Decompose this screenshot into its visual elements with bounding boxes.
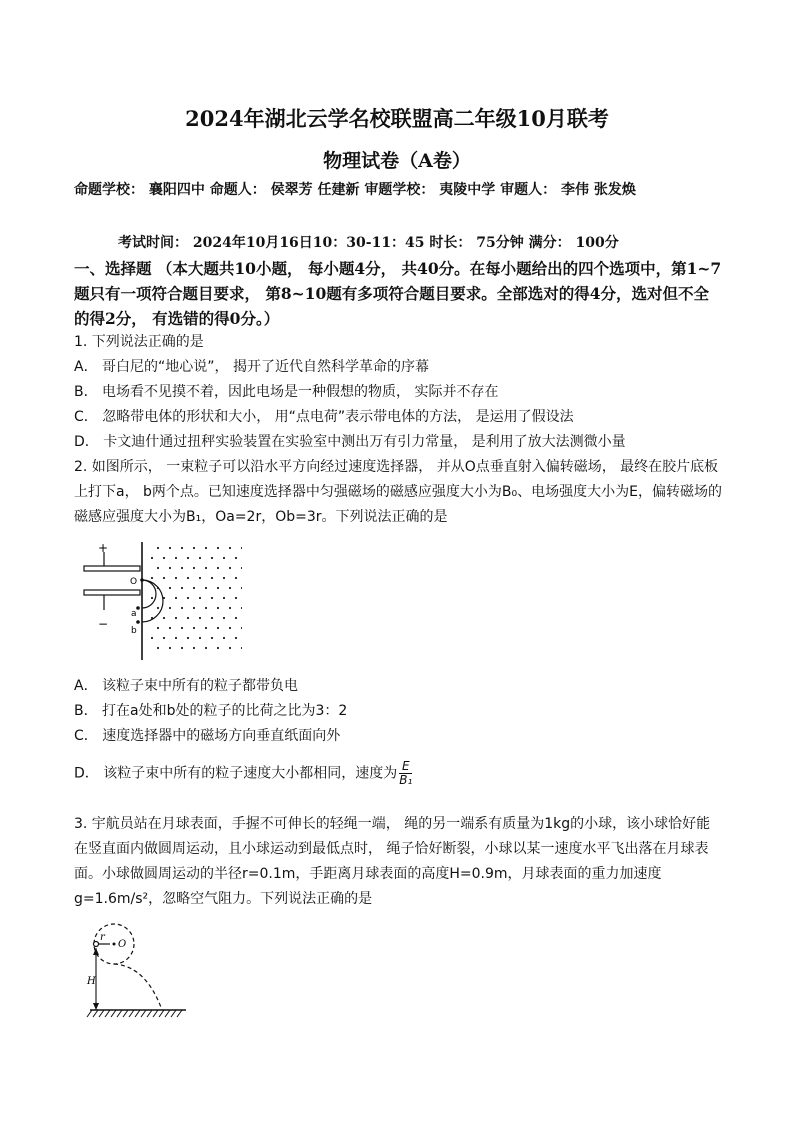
field-dot [151, 577, 153, 579]
field-dot [181, 627, 183, 629]
hatch-line [129, 1010, 134, 1017]
field-dot [169, 607, 171, 609]
field-dot [157, 607, 159, 609]
field-dot [187, 637, 189, 639]
field-dot [175, 597, 177, 599]
q2-option-a: A． 该粒子束中所有的粒子都带负电 [74, 678, 299, 694]
field-dot [151, 637, 153, 639]
q2-option-d [74, 760, 724, 787]
exam-title: 2024年湖北云学名校联盟高二年级10月联考 [185, 106, 609, 131]
point-a [136, 606, 140, 610]
lower-plate [84, 590, 140, 595]
hatch-line [141, 1010, 146, 1017]
field-dot [187, 617, 189, 619]
q3-stem-text: 3. 宇航员站在月球表面，手握不可伸长的轻绳一端， 绳的另一端系有质量为1kg的小球，该小球恰好能在竖直面内做圆周运动，且小球运动到最低点时， 绳子恰好断裂，小球以某一速度水平飞出落在月球表面。小球做圆周运动的半径r=0.1m，手距离月球表面的高度H=0.9m，月球表面的重力加速度g=1.6m/s²，忽略空气阻力。下列说法正确的是 [74, 816, 711, 907]
fraction-numerator: E [399, 760, 412, 774]
hatch-line [153, 1010, 158, 1017]
field-dot [223, 577, 225, 579]
question-3-stem [74, 812, 724, 912]
field-dot [211, 597, 213, 599]
q1-option-d: D． 卡文迪什通过扭秤实验装置在实验室中测出万有引力常量， 是利用了放大法测微小量 [74, 434, 626, 450]
field-dot [211, 557, 213, 559]
hatch-line [171, 1010, 176, 1017]
q2-option-b: B． 打在a处和b处的粒子的比荷之比为3：2 [74, 703, 348, 719]
field-dot [205, 607, 207, 609]
field-dot [163, 557, 165, 559]
field-dot [181, 547, 183, 549]
field-dot [157, 627, 159, 629]
q2-option-c: C． 速度选择器中的磁场方向垂直纸面向外 [74, 728, 341, 744]
field-dot [193, 587, 195, 589]
field-dot [157, 567, 159, 569]
field-dot [163, 577, 165, 579]
field-dot [205, 647, 207, 649]
field-dot [175, 577, 177, 579]
field-dot [205, 567, 207, 569]
plus-label: + [98, 541, 109, 555]
field-dot [175, 557, 177, 559]
magnetic-field-dots [151, 547, 242, 649]
field-dot [241, 627, 242, 629]
field-dot [217, 607, 219, 609]
hatch-line [177, 1010, 182, 1017]
field-dot [181, 587, 183, 589]
authors-line [74, 179, 724, 202]
hatch-line [117, 1010, 122, 1017]
field-dot [217, 567, 219, 569]
field-dot [199, 597, 201, 599]
field-dot [181, 567, 183, 569]
hatch-line [93, 1010, 98, 1017]
hatch-line [165, 1010, 170, 1017]
projectile-path [114, 964, 162, 1010]
point-b [136, 620, 140, 624]
field-dot [199, 557, 201, 559]
field-dot [205, 627, 207, 629]
field-dot [217, 587, 219, 589]
field-dot [229, 607, 231, 609]
field-dot [229, 647, 231, 649]
section-heading [74, 256, 724, 331]
field-dot [163, 637, 165, 639]
field-dot [187, 577, 189, 579]
question-2-stem [74, 455, 724, 530]
field-dot [163, 617, 165, 619]
field-dot [169, 587, 171, 589]
trajectory-b [142, 580, 163, 622]
q1-option-c: C． 忽略带电体的形状和大小， 用“点电荷”表示带电体的方法， 是运用了假设法 [74, 409, 574, 425]
hatch-line [111, 1010, 116, 1017]
o-label: O [130, 577, 138, 587]
field-dot [169, 627, 171, 629]
arrow-down [93, 1003, 99, 1010]
field-dot [235, 557, 237, 559]
hatch-line [159, 1010, 164, 1017]
b-label: b [131, 626, 137, 636]
field-dot [169, 567, 171, 569]
field-dot [181, 647, 183, 649]
field-dot [223, 637, 225, 639]
o-center-label: O [118, 939, 127, 950]
field-dot [199, 577, 201, 579]
hatch-line [147, 1010, 152, 1017]
q2-stem-text: 2. 如图所示， 一束粒子可以沿水平方向经过速度选择器， 并从O点垂直射入偏转磁场， 最终在胶片底板上打下a， b两个点。已知速度选择器中匀强磁场的磁感应强度大小为B₀、电场强度大小为E，偏转磁场的磁感应强度大小为B₁，Oa=2r，Ob=3r。下列说法正确的是 [74, 459, 722, 525]
circular-motion-figure [86, 918, 190, 1022]
hatch-line [135, 1010, 140, 1017]
point-o [140, 578, 144, 582]
field-dot [193, 567, 195, 569]
q1-option-a: A． 哥白尼的“地心说”， 揭开了近代自然科学革命的序幕 [74, 359, 429, 375]
field-dot [223, 557, 225, 559]
field-dot [241, 647, 242, 649]
ground-hatching [87, 1010, 182, 1017]
field-dot [193, 647, 195, 649]
field-dot [235, 617, 237, 619]
question-1-stem [74, 330, 724, 355]
minus-label: − [98, 617, 109, 631]
field-dot [229, 547, 231, 549]
field-dot [211, 577, 213, 579]
field-dot [241, 547, 242, 549]
q2-option-d-text: D． 该粒子束中所有的粒子速度大小都相同，速度为 [74, 765, 398, 782]
field-dot [241, 607, 242, 609]
field-dot [193, 607, 195, 609]
field-dot [199, 637, 201, 639]
a-label: a [131, 609, 137, 619]
hatch-line [123, 1010, 128, 1017]
exam-subtitle: 物理试卷（A卷） [323, 150, 471, 172]
q1-stem-text: 1. 下列说法正确的是 [74, 334, 204, 350]
field-dot [151, 597, 153, 599]
field-dot [181, 607, 183, 609]
field-dot [217, 547, 219, 549]
exam-info [118, 232, 738, 255]
field-dot [241, 587, 242, 589]
authors-text: 命题学校： 襄阳四中 命题人： 侯翠芳 任建新 审题学校： 夷陵中学 审题人： 李伟 张发焕 [74, 182, 636, 198]
field-dot [187, 597, 189, 599]
field-dot [169, 547, 171, 549]
fraction-denominator: B₁ [399, 773, 413, 787]
section-heading-text: 一、选择题 （本大题共10小题， 每小题4分， 共40分。在每小题给出的四个选项中，第1~7题只有一项符合题目要求， 第8~10题有多项符合题目要求。全部选对的得4分，选对但不全的得2分， 有选错的得0分。） [74, 259, 722, 328]
arrow-up [93, 948, 99, 955]
q1-option-b: B． 电场看不见摸不着，因此电场是一种假想的物质， 实际并不存在 [74, 384, 499, 400]
field-dot [157, 647, 159, 649]
hatch-line [105, 1010, 110, 1017]
upper-plate [84, 566, 140, 571]
field-dot [151, 557, 153, 559]
field-dot [217, 627, 219, 629]
field-dot [229, 587, 231, 589]
field-dot [241, 567, 242, 569]
field-dot [235, 597, 237, 599]
field-dot [229, 627, 231, 629]
field-dot [211, 617, 213, 619]
field-dot [211, 637, 213, 639]
field-dot [187, 557, 189, 559]
exam-info-text: 考试时间： 2024年10月16日10：30-11：45 时长： 75分钟 满分： 100分 [118, 235, 619, 251]
velocity-fraction [399, 760, 412, 787]
field-dot [169, 647, 171, 649]
field-dot [223, 617, 225, 619]
field-dot [193, 627, 195, 629]
field-dot [205, 587, 207, 589]
field-dot [193, 547, 195, 549]
hatch-line [87, 1010, 92, 1017]
field-dot [235, 577, 237, 579]
field-dot [217, 647, 219, 649]
field-dot [223, 597, 225, 599]
hatch-line [99, 1010, 104, 1017]
field-dot [235, 637, 237, 639]
center-point [113, 943, 116, 946]
r-label: r [100, 932, 105, 943]
field-dot [205, 547, 207, 549]
field-dot [199, 617, 201, 619]
field-dot [175, 637, 177, 639]
field-dot [175, 617, 177, 619]
field-dot [229, 567, 231, 569]
h-label: H [87, 976, 96, 987]
velocity-selector-figure [82, 538, 242, 662]
field-dot [157, 547, 159, 549]
hand-point [94, 942, 99, 947]
